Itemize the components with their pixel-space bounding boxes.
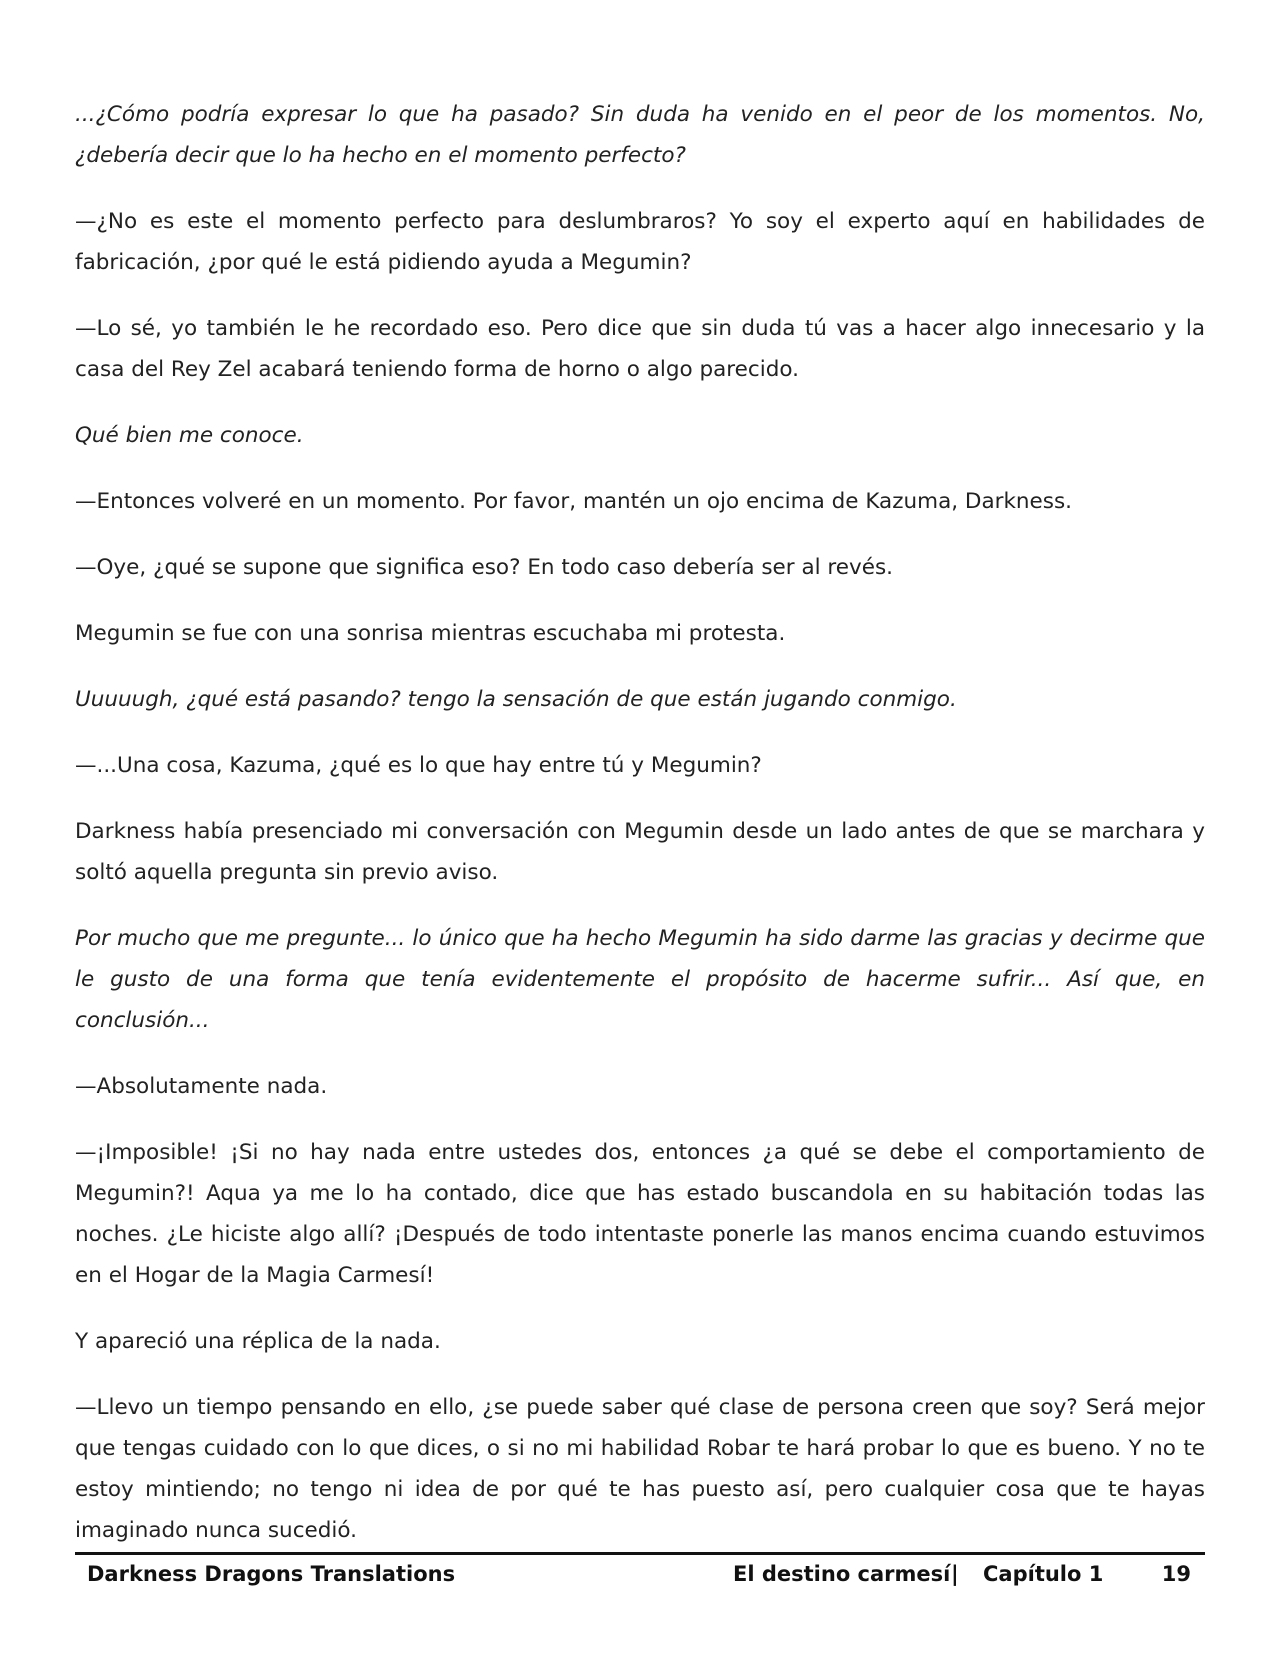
paragraph-11: Por mucho que me pregunte... lo único que ha hecho Megumin ha sido darme las gracias y decirme que le gusto de una forma que tenía evidentemente el propósito de hacerme sufrir... Así que, en conclusión...: [75, 926, 1205, 1033]
page-footer: [87, 1562, 1205, 1602]
footer-book-title: El destino carmesí: [733, 1562, 951, 1586]
document-body: [75, 94, 1205, 1576]
footer-publisher: Darkness Dragons Translations: [87, 1562, 456, 1586]
paragraph-1: ...¿Cómo podría expresar lo que ha pasado? Sin duda ha venido en el peor de los momentos. No, ¿debería decir que lo ha hecho en el momento perfecto?: [75, 102, 1205, 168]
footer-separator: |: [951, 1562, 959, 1586]
paragraph-10: Darkness había presenciado mi conversación con Megumin desde un lado antes de que se marchara y soltó aquella pregunta sin previo aviso.: [75, 819, 1205, 885]
paragraph-3: —Lo sé, yo también le he recordado eso. Pero dice que sin duda tú vas a hacer algo innecesario y la casa del Rey Zel acabará teniendo forma de horno o algo parecido.: [75, 316, 1205, 382]
paragraph-9: —...Una cosa, Kazuma, ¿qué es lo que hay entre tú y Megumin?: [75, 753, 762, 778]
paragraph-15: —Llevo un tiempo pensando en ello, ¿se puede saber qué clase de persona creen que soy? Será mejor que tengas cuidado con lo que dices, o si no mi habilidad Robar te hará probar lo que es bueno. Y no te estoy mintiendo; no tengo ni idea de por qué te has puesto así, pero cualquier cosa que te hayas imaginado nunca sucedió.: [75, 1395, 1205, 1543]
paragraph-5: —Entonces volveré en un momento. Por favor, mantén un ojo encima de Kazuma, Darkness.: [75, 489, 1073, 514]
paragraph-2: —¿No es este el momento perfecto para deslumbraros? Yo soy el experto aquí en habilidades de fabricación, ¿por qué le está pidiendo ayuda a Megumin?: [75, 209, 1205, 275]
paragraph-13: —¡Imposible! ¡Si no hay nada entre ustedes dos, entonces ¿a qué se debe el comportamiento de Megumin?! Aqua ya me lo ha contado, dice que has estado buscandola en su habitación todas las noches. ¿Le hiciste algo allí? ¡Después de todo intentaste ponerle las manos encima cuando estuvimos en el Hogar de la Magia Carmesí!: [75, 1140, 1205, 1288]
page-number: 19: [1161, 1562, 1191, 1586]
footer-divider: [75, 1552, 1205, 1555]
footer-chapter: Capítulo 1: [983, 1562, 1104, 1586]
paragraph-6: —Oye, ¿qué se supone que significa eso? En todo caso debería ser al revés.: [75, 555, 894, 580]
paragraph-14: Y apareció una réplica de la nada.: [75, 1329, 441, 1354]
paragraph-4: Qué bien me conoce.: [75, 423, 304, 448]
paragraph-8: Uuuuugh, ¿qué está pasando? tengo la sensación de que están jugando conmigo.: [75, 687, 957, 712]
paragraph-7: Megumin se fue con una sonrisa mientras escuchaba mi protesta.: [75, 621, 786, 646]
paragraph-12: —Absolutamente nada.: [75, 1074, 328, 1099]
